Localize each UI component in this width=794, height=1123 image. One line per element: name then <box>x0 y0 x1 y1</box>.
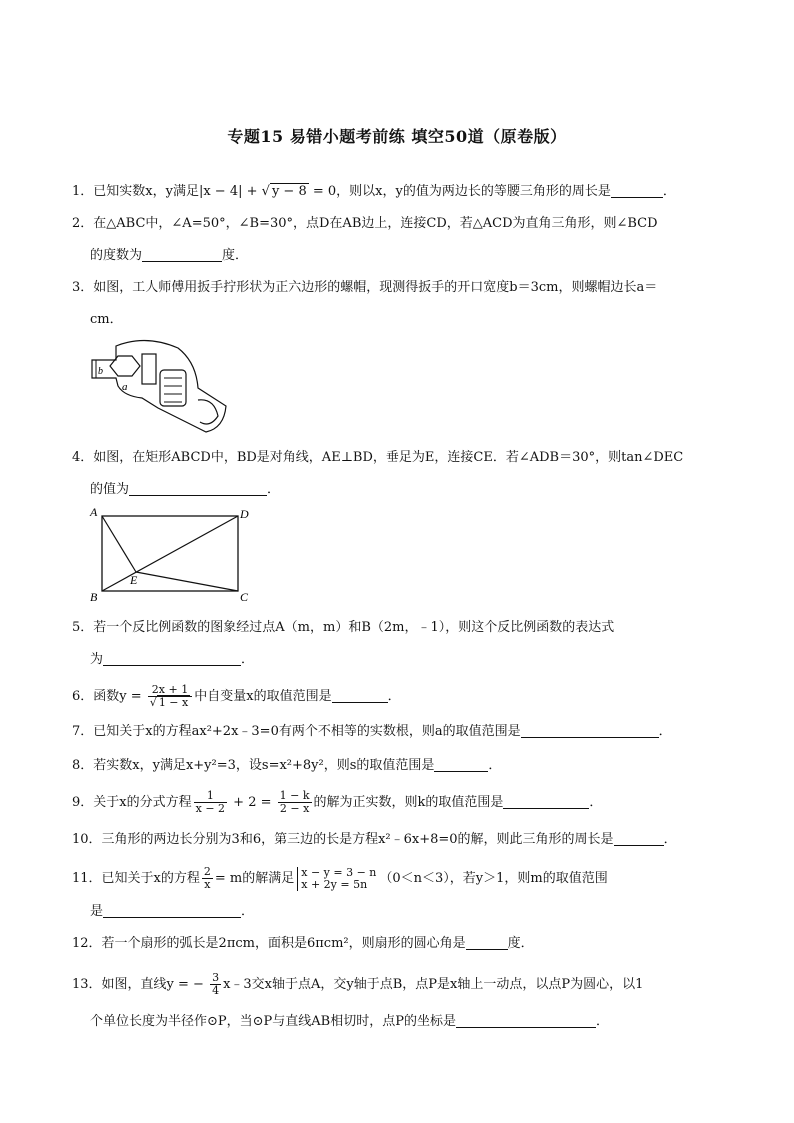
answer-blank[interactable] <box>103 903 241 918</box>
question-3: 3．如图，工人师傅用扳手拧形状为正六边形的螺帽，现测得扳手的开口宽度b＝3cm，则螺帽边长a＝ <box>72 280 658 295</box>
answer-blank[interactable] <box>456 1013 596 1028</box>
answer-blank[interactable] <box>614 831 664 846</box>
wrench-figure <box>86 336 236 438</box>
question-11: 11．已知关于x的方程 $\frac{2}{x}$ = m的解满足 x − y = 3 − n x + 2y = 5n （0＜n＜3），若y＞1，则m的取值范围 <box>72 865 608 891</box>
question-2: 2．在△ABC中，∠A=50°，∠B=30°，点D在AB边上，连接CD，若△ACD为直角三角形，则∠BCD <box>72 216 658 231</box>
answer-blank[interactable] <box>521 723 659 738</box>
question-8: 8．若实数x，y满足x+y²=3，设s=x²+8y²，则s的取值范围是 ． <box>72 758 502 773</box>
equation-system: x − y = 3 − n x + 2y = 5n <box>297 867 376 891</box>
answer-blank[interactable] <box>466 935 508 950</box>
question-5-cont: 为 ． <box>90 652 255 667</box>
vertex-A: A <box>90 505 98 519</box>
label-b: b <box>98 366 103 377</box>
point-E: E <box>130 573 138 587</box>
question-7: 7．已知关于x的方程ax²+2x﹣3=0有两个不相等的实数根，则a的取值范围是 ． <box>72 724 672 739</box>
answer-blank[interactable] <box>129 481 267 496</box>
rectangle-figure <box>86 504 256 604</box>
question-4: 4．如图，在矩形ABCD中，BD是对角线，AE⊥BD，垂足为E，连接CE．若∠ADB＝30°，则tan∠DEC <box>72 450 684 465</box>
answer-blank[interactable] <box>142 247 222 262</box>
question-13: 13．如图，直线y = − $\frac{3}{4}$ x﹣3交x轴于点A，交y轴于点B，点P是x轴上一动点，以点P为圆心，以1 <box>72 971 644 997</box>
question-13-cont: 个单位长度为半径作⊙P，当⊙P与直线AB相切时，点P的坐标是 ． <box>90 1014 609 1029</box>
question-9: 9．关于x的分式方程 $\frac{1}{x - 2}$ + 2 = $\frac{1 - k}{2 - x}$ 的解为正实数，则k的取值范围是 ． <box>72 789 603 815</box>
answer-blank[interactable] <box>332 688 388 703</box>
answer-blank[interactable] <box>103 651 241 666</box>
question-2-cont: 的度数为 度． <box>90 248 249 263</box>
question-10: 10．三角形的两边长分别为3和6，第三边的长是方程x²﹣6x+8=0的解，则此三角形的周长是 ． <box>72 832 677 847</box>
answer-blank[interactable] <box>611 183 663 198</box>
question-11-cont: 是 ． <box>90 904 255 919</box>
answer-blank[interactable] <box>434 757 488 772</box>
label-a: a <box>122 381 128 393</box>
page-title: 专题15 易错小题考前练 填空50道（原卷版） <box>227 127 567 146</box>
vertex-B: B <box>90 590 98 604</box>
question-1: 1．已知实数x，y满足|x − 4| + √ y − 8 = 0，则以x，y的值为两边长的等腰三角形的周长是 ． <box>72 184 676 199</box>
question-3-cont: cm． <box>90 312 123 327</box>
vertex-C: C <box>240 590 249 604</box>
vertex-D: D <box>240 507 249 521</box>
answer-blank[interactable] <box>503 794 589 809</box>
fraction: $\frac{2x + 1}{√ 1 - x}$ <box>148 684 192 709</box>
question-6: 6．函数y = $\frac{2x + 1}{√ 1 - x}$ 中自变量x的取值范围是 ． <box>72 683 401 709</box>
question-5: 5．若一个反比例函数的图象经过点A（m，m）和B（2m，﹣1），则这个反比例函数的表达式 <box>72 620 615 635</box>
question-4-cont: 的值为 ． <box>90 482 281 497</box>
question-12: 12．若一个扇形的弧长是2πcm，面积是6πcm²，则扇形的圆心角是 度． <box>72 936 534 951</box>
